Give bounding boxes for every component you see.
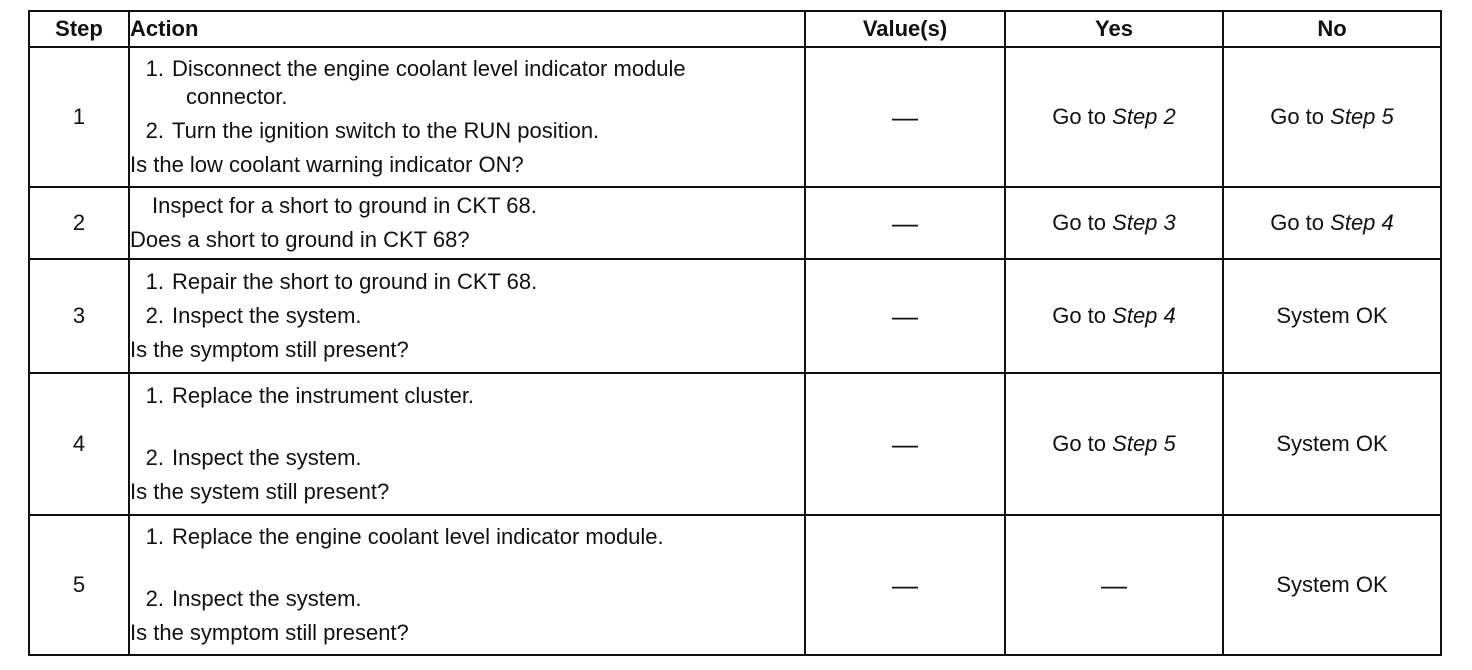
action-item: 1. Replace the engine coolant level indicator module. [145, 524, 664, 549]
table-row [29, 187, 1441, 259]
action-item-continuation: connector. [186, 84, 288, 109]
no-cell: Go to Step 4 [1223, 187, 1441, 259]
no-cell: System OK [1223, 373, 1441, 515]
yes-cell: — [1005, 515, 1223, 655]
step-number: 3 [29, 259, 129, 373]
action-cell [129, 47, 805, 187]
header-action: Action [129, 11, 805, 47]
step-number: 4 [29, 373, 129, 515]
action-item: 2. Inspect the system. [145, 303, 362, 328]
header-yes: Yes [1005, 11, 1223, 47]
yes-cell: Go to Step 2 [1005, 47, 1223, 187]
value-cell: — [805, 515, 1005, 655]
no-cell: System OK [1223, 259, 1441, 373]
value-cell: — [805, 187, 1005, 259]
value-cell: — [805, 373, 1005, 515]
value-cell: — [805, 259, 1005, 373]
action-question: Is the low coolant warning indicator ON? [130, 152, 524, 177]
header-step: Step [29, 11, 129, 47]
value-cell: — [805, 47, 1005, 187]
action-cell [129, 259, 805, 373]
step-number: 1 [29, 47, 129, 187]
action-cell [129, 187, 805, 259]
action-lead: Inspect for a short to ground in CKT 68. [152, 193, 537, 218]
yes-cell: Go to Step 5 [1005, 373, 1223, 515]
action-cell [129, 515, 805, 655]
action-item: 1. Replace the instrument cluster. [145, 383, 475, 408]
diagnostic-table [28, 10, 1442, 656]
table-row [29, 515, 1441, 655]
action-item: 1. Repair the short to ground in CKT 68. [145, 269, 538, 294]
step-number: 5 [29, 515, 129, 655]
action-item: 1. Disconnect the engine coolant level indicator module [145, 56, 686, 81]
no-cell: System OK [1223, 515, 1441, 655]
action-question: Is the symptom still present? [130, 620, 409, 645]
action-cell [129, 373, 805, 515]
header-no: No [1223, 11, 1441, 47]
action-item: 2. Inspect the system. [145, 586, 362, 611]
yes-cell: Go to Step 3 [1005, 187, 1223, 259]
action-question: Is the symptom still present? [130, 337, 409, 362]
action-item: 2. Inspect the system. [145, 445, 362, 470]
header-row [29, 11, 1441, 47]
table-row [29, 259, 1441, 373]
no-cell: Go to Step 5 [1223, 47, 1441, 187]
table-row [29, 373, 1441, 515]
action-question: Does a short to ground in CKT 68? [130, 227, 470, 252]
action-item: 2. Turn the ignition switch to the RUN position. [145, 118, 600, 143]
header-values: Value(s) [805, 11, 1005, 47]
action-question: Is the system still present? [130, 479, 390, 504]
yes-cell: Go to Step 4 [1005, 259, 1223, 373]
step-number: 2 [29, 187, 129, 259]
table-row [29, 47, 1441, 187]
